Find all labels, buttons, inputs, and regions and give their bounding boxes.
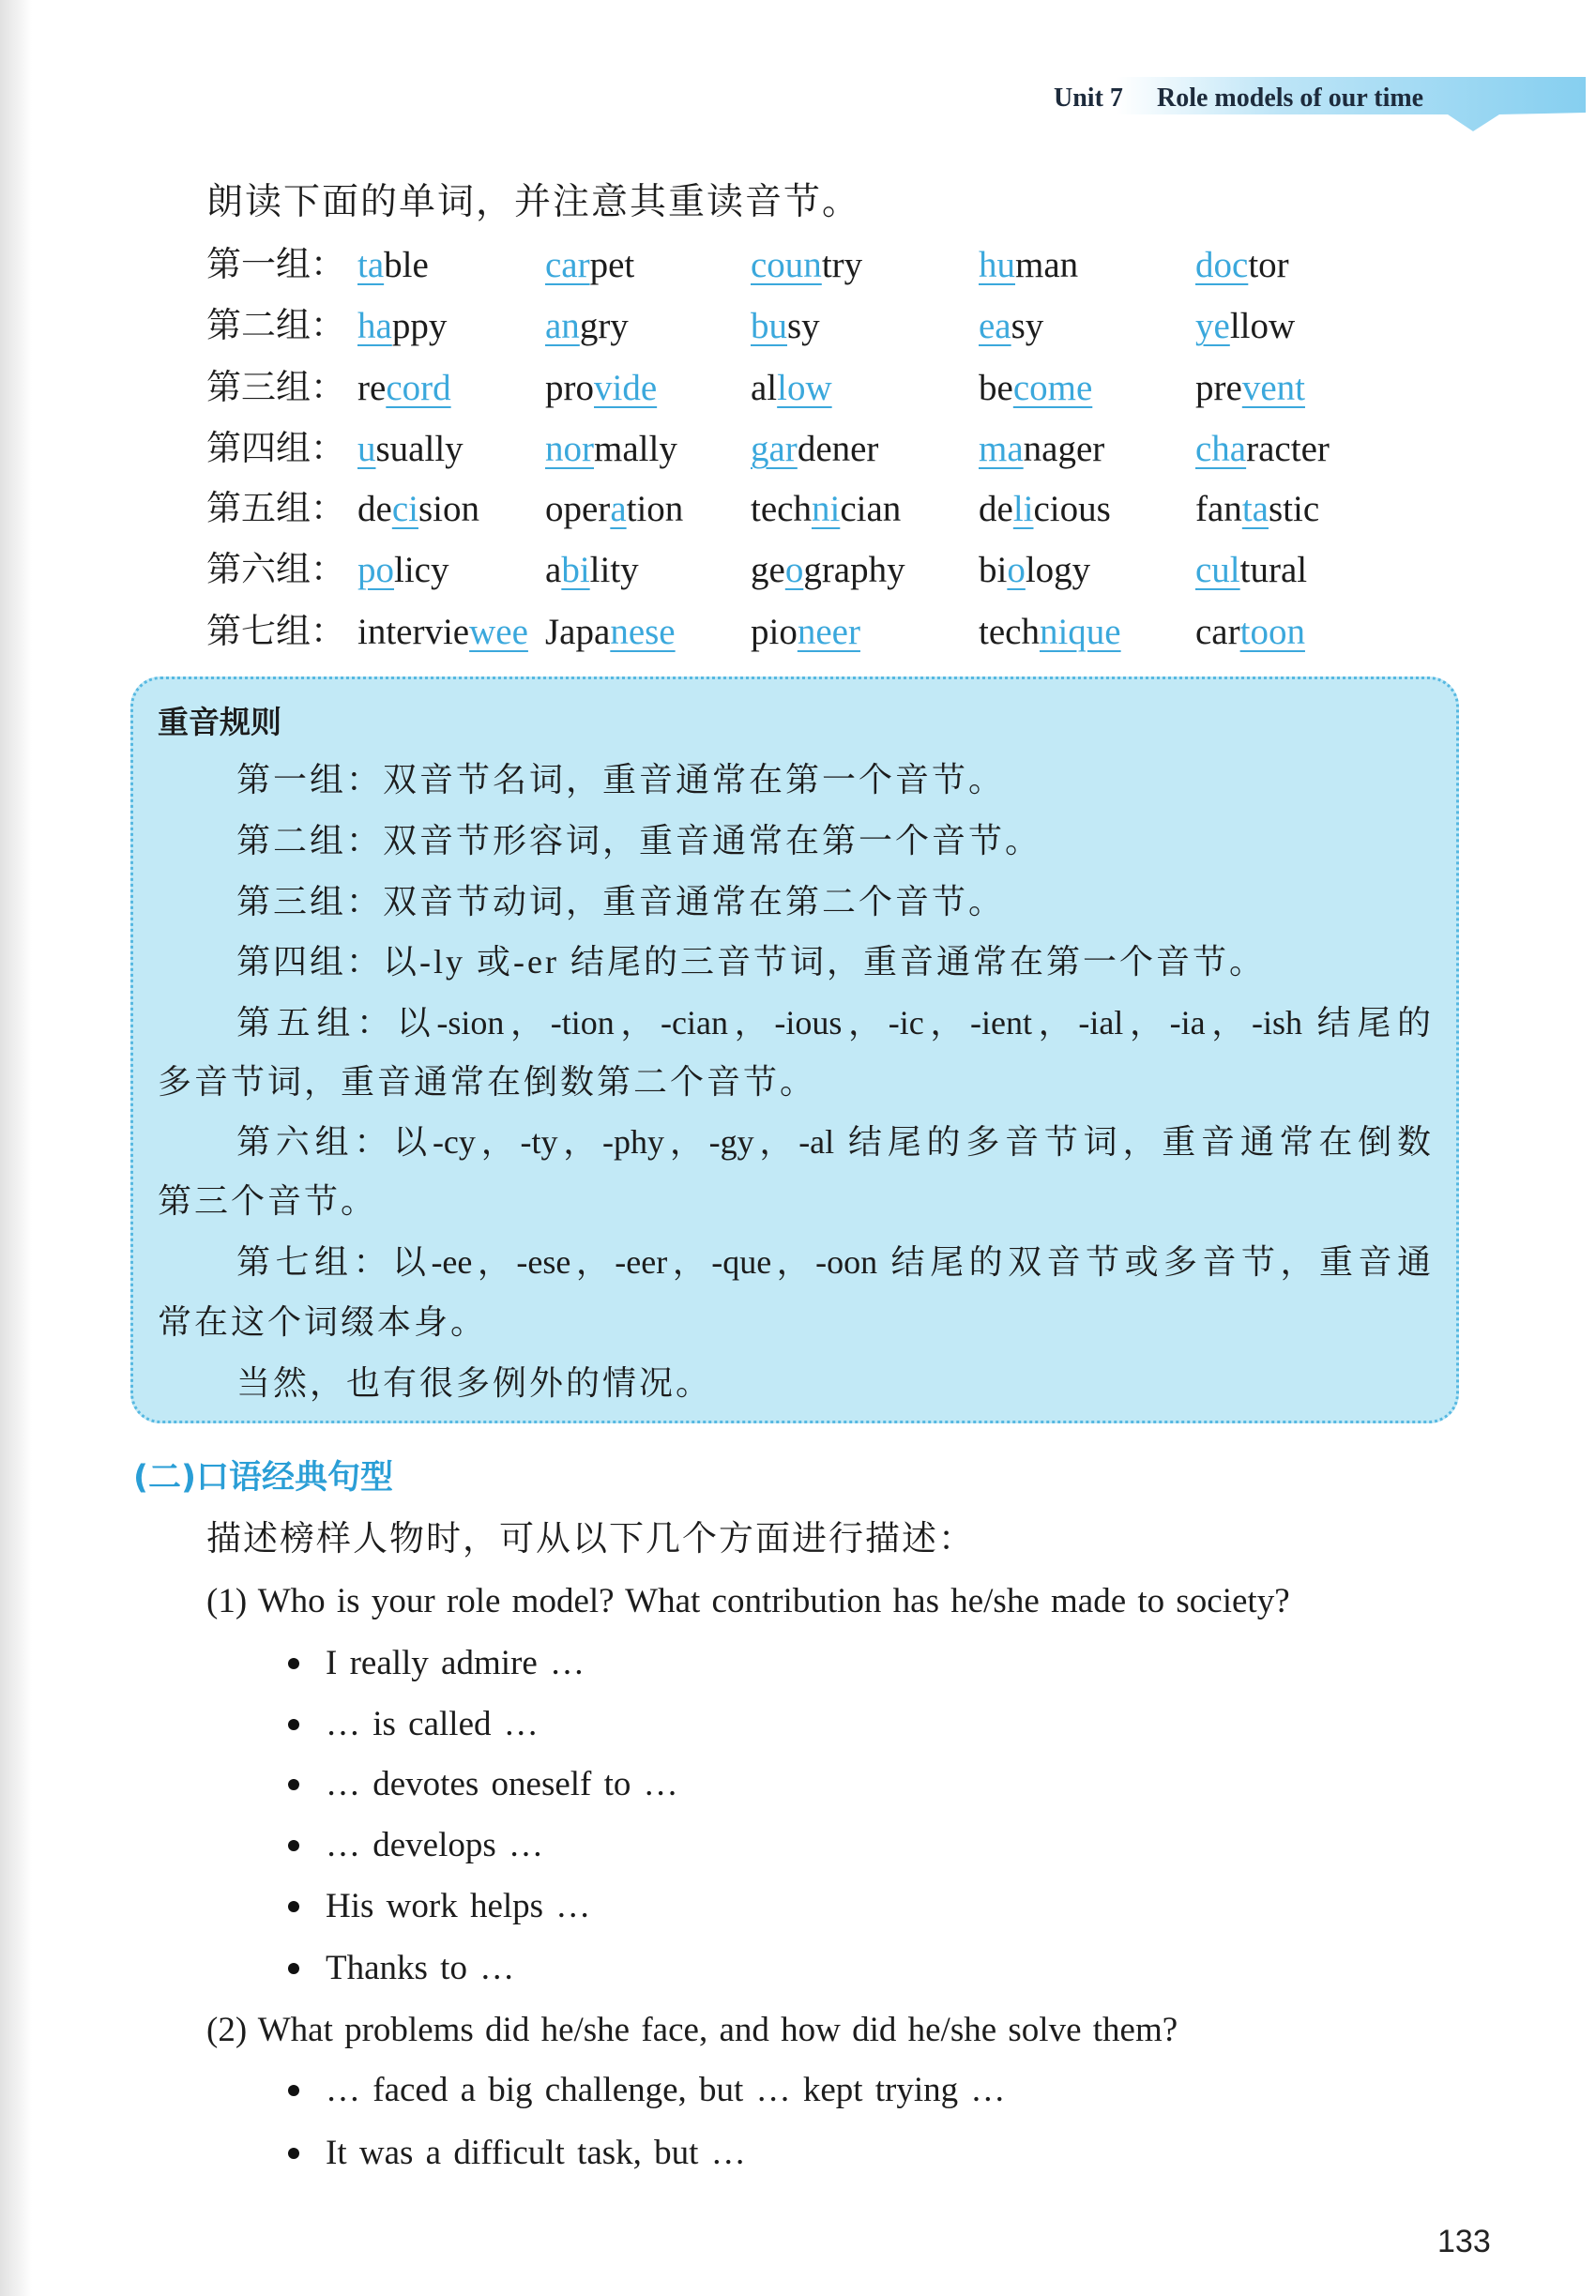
list-item <box>0 2131 1596 2176</box>
word <box>545 425 677 474</box>
word <box>979 425 1104 474</box>
word <box>357 546 448 595</box>
question-2: (2) What problems did he/she face, and how did he/she solve them? <box>206 2011 1178 2049</box>
unstressed-part: cious <box>1033 489 1111 529</box>
stressed-syllable: bu <box>751 306 787 346</box>
group-label: 第六组： <box>206 551 345 589</box>
header-unit: Unit 7 <box>1054 84 1123 113</box>
unstressed-part: try <box>821 245 863 285</box>
unstressed-part: tor <box>1248 245 1289 285</box>
unstressed-part: pro <box>545 368 594 408</box>
word <box>357 241 429 290</box>
word <box>1195 425 1330 474</box>
stressed-syllable: ta <box>1241 489 1269 529</box>
unstressed-part: mally <box>594 429 677 469</box>
word <box>979 608 1121 657</box>
group-label: 第七组： <box>206 613 345 651</box>
unstressed-part: gry <box>579 306 629 346</box>
bullet-icon <box>288 1779 299 1790</box>
word <box>751 608 860 657</box>
stressed-syllable: ye <box>1195 306 1230 346</box>
list-item <box>0 1946 1596 1991</box>
sentence-pattern: … faced a big challenge, but … kept trying … <box>326 2071 1006 2109</box>
stressed-syllable: po <box>357 550 394 590</box>
word <box>751 546 905 595</box>
group-label: 第四组： <box>206 430 345 468</box>
unstressed-part: tech <box>751 489 812 529</box>
unstressed-part: sy <box>1011 306 1044 346</box>
word <box>751 425 878 474</box>
unstressed-part: oper <box>545 489 611 529</box>
rule-line: 第五组：以-sion，-tion，-cian，-ious，-ic，-ient，-ial，-ia，-ish 结尾的 <box>236 1004 1431 1042</box>
unstressed-part: pre <box>1195 368 1242 408</box>
word <box>1195 302 1295 351</box>
stressed-syllable: ni <box>811 489 841 529</box>
stressed-syllable: u <box>357 429 376 469</box>
sentence-pattern: … develops … <box>326 1826 544 1864</box>
list-item <box>0 1823 1596 1868</box>
word <box>979 302 1043 351</box>
unstressed-part: sion <box>418 489 479 529</box>
word <box>1195 546 1307 595</box>
word <box>979 546 1090 595</box>
list-item <box>0 1762 1596 1807</box>
group-label: 第二组： <box>206 307 345 345</box>
list-item <box>0 1702 1596 1747</box>
bullet-icon <box>288 2085 299 2096</box>
group-label: 第一组： <box>206 246 345 284</box>
unstressed-part: pio <box>751 612 798 652</box>
stressed-syllable: li <box>1012 489 1034 529</box>
word <box>545 546 639 595</box>
header-banner <box>0 0 1596 150</box>
stressed-syllable: ci <box>391 489 418 529</box>
rule-line: 多音节词，重音通常在倒数第二个音节。 <box>158 1063 817 1101</box>
word <box>751 485 901 534</box>
sentence-pattern: Thanks to … <box>326 1949 515 1987</box>
word <box>357 302 447 351</box>
word-group-row <box>0 425 1596 474</box>
word-group-row <box>0 364 1596 413</box>
sentence-pattern: … devotes oneself to … <box>326 1765 678 1803</box>
unstressed-part: licy <box>394 550 449 590</box>
unstressed-part: re <box>357 368 387 408</box>
stressed-syllable: cul <box>1195 550 1240 590</box>
unstressed-part: tech <box>979 612 1040 652</box>
unstressed-part: de <box>979 489 1013 529</box>
unstressed-part: llow <box>1229 306 1296 346</box>
word <box>1195 485 1319 534</box>
word <box>1195 241 1289 290</box>
list-item <box>0 2068 1596 2113</box>
stressed-syllable: wee <box>469 612 528 652</box>
stressed-syllable: coun <box>751 245 822 285</box>
unstressed-part: graphy <box>803 550 905 590</box>
unstressed-part: car <box>1195 612 1240 652</box>
unstressed-part: a <box>545 550 562 590</box>
bullet-icon <box>288 1963 299 1974</box>
unstressed-part: Japa <box>545 612 611 652</box>
unstressed-part: stic <box>1268 489 1320 529</box>
unstressed-part: cian <box>840 489 902 529</box>
word <box>751 302 820 351</box>
sentence-pattern: It was a difficult task, but … <box>326 2134 746 2172</box>
word <box>1195 608 1305 657</box>
stressed-syllable: ea <box>979 306 1011 346</box>
word <box>979 241 1078 290</box>
stressed-syllable: doc <box>1195 245 1249 285</box>
word <box>357 364 451 413</box>
group-label: 第三组： <box>206 369 345 407</box>
word <box>357 485 479 534</box>
rule-line: 当然，也有很多例外的情况。 <box>236 1364 713 1402</box>
unstressed-part: bi <box>979 550 1008 590</box>
rule-line: 第四组：以-ly 或-er 结尾的三音节词，重音通常在第一个音节。 <box>236 943 1266 981</box>
unstressed-part: de <box>357 489 392 529</box>
stressed-syllable: ma <box>979 429 1024 469</box>
rule-line: 第三个音节。 <box>158 1182 378 1220</box>
stressed-syllable: vent <box>1241 368 1305 408</box>
word <box>979 364 1092 413</box>
word-group-row <box>0 241 1596 290</box>
unstressed-part: be <box>979 368 1013 408</box>
word <box>545 485 683 534</box>
bullet-icon <box>288 2148 299 2159</box>
stressed-syllable: nique <box>1039 612 1121 652</box>
list-item <box>0 1884 1596 1929</box>
unstressed-part: intervie <box>357 612 470 652</box>
stressed-syllable: car <box>545 245 590 285</box>
stressed-syllable: nor <box>545 429 594 469</box>
list-item <box>0 1641 1596 1686</box>
unstressed-part: man <box>1015 245 1079 285</box>
unstressed-part: sy <box>787 306 820 346</box>
unstressed-part: tural <box>1239 550 1308 590</box>
stressed-syllable: hu <box>979 245 1015 285</box>
stressed-syllable: a <box>610 489 627 529</box>
stressed-syllable: an <box>545 306 580 346</box>
unstressed-part: ble <box>384 245 429 285</box>
word <box>545 364 657 413</box>
word-group-row <box>0 485 1596 534</box>
word-group-row <box>0 546 1596 595</box>
unstressed-part: racter <box>1246 429 1330 469</box>
word <box>545 302 629 351</box>
rule-line: 第三组：双音节动词，重音通常在第二个音节。 <box>236 883 1006 920</box>
word <box>357 608 528 657</box>
unstressed-part: fan <box>1195 489 1242 529</box>
stressed-syllable: ta <box>357 245 385 285</box>
word <box>751 241 862 290</box>
unstressed-part: al <box>751 368 778 408</box>
rule-line: 第二组：双音节形容词，重音通常在第一个音节。 <box>236 822 1042 859</box>
bullet-icon <box>288 1840 299 1851</box>
stressed-syllable: ha <box>357 306 392 346</box>
section-title: (二)口语经典句型 <box>133 1459 393 1497</box>
unstressed-part: nager <box>1023 429 1105 469</box>
rule-line: 常在这个词缀本身。 <box>158 1303 488 1341</box>
stressed-syllable: come <box>1012 368 1093 408</box>
unstressed-part: logy <box>1025 550 1091 590</box>
section-intro: 描述榜样人物时，可从以下几个方面进行描述： <box>206 1520 975 1559</box>
rule-line: 第一组：双音节名词，重音通常在第一个音节。 <box>236 761 1006 798</box>
stress-rules-title: 重音规则 <box>158 704 281 740</box>
unstressed-part: tion <box>626 489 684 529</box>
word <box>751 364 832 413</box>
stressed-syllable: nese <box>610 612 676 652</box>
word <box>545 608 676 657</box>
stressed-syllable: low <box>777 368 832 408</box>
stressed-syllable: gar <box>751 429 798 469</box>
reading-instruction: 朗读下面的单词，并注意其重读音节。 <box>206 182 861 222</box>
word <box>979 485 1111 534</box>
word-group-row <box>0 608 1596 657</box>
bullet-icon <box>288 1901 299 1912</box>
stressed-syllable: bi <box>561 550 590 590</box>
unstressed-part: ppy <box>391 306 448 346</box>
sentence-pattern: His work helps … <box>326 1887 591 1925</box>
bullet-icon <box>288 1719 299 1730</box>
stressed-syllable: cord <box>386 368 451 408</box>
group-label: 第五组： <box>206 490 345 528</box>
unstressed-part: sually <box>375 429 464 469</box>
stressed-syllable: o <box>784 550 804 590</box>
stressed-syllable: vide <box>594 368 658 408</box>
stressed-syllable: cha <box>1195 429 1247 469</box>
rule-line: 第六组：以-cy，-ty，-phy，-gy，-al 结尾的多音节词，重音通常在倒数 <box>236 1123 1431 1161</box>
unstressed-part: ge <box>751 550 785 590</box>
unstressed-part: pet <box>589 245 635 285</box>
word-group-row <box>0 302 1596 351</box>
stressed-syllable: toon <box>1239 612 1305 652</box>
stressed-syllable: neer <box>797 612 860 652</box>
page-number: 133 <box>1437 2224 1491 2259</box>
rule-line: 第七组：以-ee，-ese，-eer，-que，-oon 结尾的双音节或多音节，重音通 <box>236 1243 1431 1281</box>
sentence-pattern: … is called … <box>326 1705 539 1743</box>
word <box>1195 364 1305 413</box>
header-unit-title: Role models of our time <box>1157 84 1424 113</box>
word <box>545 241 634 290</box>
stressed-syllable: o <box>1007 550 1026 590</box>
unstressed-part: lity <box>589 550 639 590</box>
bullet-icon <box>288 1658 299 1669</box>
sentence-pattern: I really admire … <box>326 1644 585 1682</box>
word <box>357 425 464 474</box>
stress-rules-box <box>130 677 1459 1423</box>
question-1: (1) Who is your role model? What contribution has he/she made to society? <box>206 1582 1290 1620</box>
unstressed-part: dener <box>797 429 879 469</box>
